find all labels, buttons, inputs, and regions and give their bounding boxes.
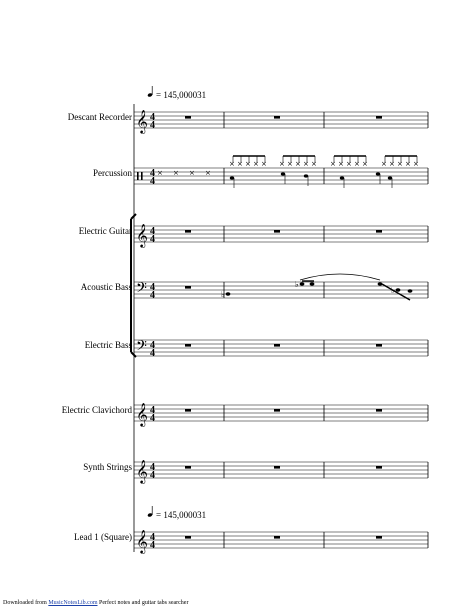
- instrument-name: Electric Clavichord: [61, 405, 132, 415]
- footer-credit: [3, 600, 188, 606]
- instrument-name: Acoustic Bass: [80, 282, 132, 292]
- instrument-name: Electric Guitar: [78, 226, 132, 236]
- hihat-x-note: ×: [287, 160, 293, 168]
- time-signature-bottom: 4: [150, 470, 155, 481]
- staff-4: [81, 280, 428, 301]
- percussion-clef: [137, 172, 139, 180]
- percussion-clef: [141, 172, 143, 180]
- time-signature-bottom: 4: [150, 234, 155, 245]
- time-signature-top: 4: [150, 462, 155, 473]
- whole-rest: [376, 409, 382, 412]
- whole-rest: [185, 230, 191, 233]
- clef: 𝄞: [136, 223, 148, 247]
- percussion-x-note: ×: [157, 169, 163, 177]
- staff-5: [85, 338, 428, 359]
- whole-rest: [185, 536, 191, 539]
- footer-site-link[interactable]: MusicNotesLib.com: [48, 600, 98, 606]
- percussion-x-note: ×: [173, 169, 179, 177]
- drum-note: [230, 176, 234, 179]
- whole-rest: [376, 536, 382, 539]
- time-signature-bottom: 4: [150, 413, 155, 424]
- hihat-x-note: ×: [279, 160, 285, 168]
- bass-note: [408, 289, 413, 292]
- hihat-x-note: ×: [362, 160, 368, 168]
- whole-rest: [185, 116, 191, 119]
- time-signature-bottom: 4: [150, 290, 155, 301]
- whole-rest: [274, 116, 280, 119]
- time-signature-top: 4: [150, 532, 155, 543]
- hihat-x-note: ×: [261, 160, 267, 168]
- footer-suffix: Perfect notes and guitar tabs searcher: [97, 600, 189, 606]
- drum-note: [376, 172, 380, 175]
- time-signature-bottom: 4: [150, 348, 155, 359]
- bass-note: [378, 282, 383, 285]
- bass-note: [300, 282, 305, 285]
- whole-rest: [376, 230, 382, 233]
- staff-7: [83, 459, 428, 484]
- footer-prefix: Downloaded from: [3, 600, 47, 606]
- whole-rest: [185, 344, 191, 347]
- drum-note: [340, 176, 344, 179]
- flat-accidental: ♭: [221, 290, 225, 299]
- time-signature-top: 4: [150, 112, 155, 123]
- whole-rest: [274, 344, 280, 347]
- hihat-x-note: ×: [311, 160, 317, 168]
- whole-rest: [274, 536, 280, 539]
- staff-8: [74, 506, 428, 554]
- percussion-x-note: ×: [189, 169, 195, 177]
- bass-note: [310, 282, 315, 285]
- hihat-x-note: ×: [330, 160, 336, 168]
- hihat-x-note: ×: [237, 160, 243, 168]
- staff-6: [62, 402, 428, 427]
- hihat-x-note: ×: [354, 160, 360, 168]
- time-signature-bottom: 4: [150, 540, 155, 551]
- whole-rest: [185, 466, 191, 469]
- time-signature-bottom: 4: [150, 120, 155, 131]
- percussion-x-note: ×: [205, 169, 211, 177]
- instrument-name: Electric Bass: [84, 340, 132, 350]
- hihat-x-note: ×: [303, 160, 309, 168]
- clef: 𝄞: [136, 109, 148, 133]
- time-signature-top: 4: [150, 226, 155, 237]
- clef: 𝄢: [136, 338, 147, 358]
- clef: 𝄞: [136, 402, 148, 426]
- whole-rest: [376, 116, 382, 119]
- hihat-x-note: ×: [295, 160, 301, 168]
- bass-note: [226, 292, 231, 295]
- time-signature-top: 4: [150, 340, 155, 351]
- whole-rest: [376, 466, 382, 469]
- hihat-x-note: ×: [413, 160, 419, 168]
- tie: [300, 274, 380, 280]
- drum-note: [304, 174, 308, 177]
- time-signature-bottom: 4: [150, 176, 155, 187]
- time-signature-top: 4: [150, 168, 155, 179]
- eighth-beam: [382, 284, 410, 300]
- instrument-name: Percussion: [93, 168, 132, 178]
- hihat-x-note: ×: [397, 160, 403, 168]
- bass-note: [396, 288, 401, 291]
- instrument-name: Synth Strings: [83, 462, 132, 472]
- instrument-name: Descant Recorder: [67, 112, 132, 122]
- drum-note: [388, 176, 392, 179]
- hihat-x-note: ×: [346, 160, 352, 168]
- whole-rest: [274, 466, 280, 469]
- time-signature-top: 4: [150, 282, 155, 293]
- tempo-marking: = 145,000031: [156, 510, 207, 520]
- clef: 𝄞: [136, 459, 148, 483]
- hihat-x-note: ×: [245, 160, 251, 168]
- whole-rest: [274, 409, 280, 412]
- flat-accidental: ♭: [295, 280, 299, 289]
- whole-rest: [185, 409, 191, 412]
- hihat-x-note: ×: [253, 160, 259, 168]
- drum-note: [281, 172, 285, 175]
- whole-rest: [376, 344, 382, 347]
- instrument-name: Lead 1 (Square): [74, 532, 132, 542]
- staff-1: [68, 86, 428, 134]
- clef: 𝄢: [136, 280, 147, 300]
- whole-rest: [274, 230, 280, 233]
- staff-2: [93, 168, 428, 187]
- hihat-x-note: ×: [338, 160, 344, 168]
- hihat-x-note: ×: [229, 160, 235, 168]
- hihat-x-note: ×: [405, 160, 411, 168]
- hihat-x-note: ×: [389, 160, 395, 168]
- hihat-x-note: ×: [381, 160, 387, 168]
- tempo-marking: = 145,000031: [156, 90, 207, 100]
- time-signature-top: 4: [150, 405, 155, 416]
- whole-rest: [185, 286, 191, 289]
- clef: 𝄞: [136, 529, 148, 553]
